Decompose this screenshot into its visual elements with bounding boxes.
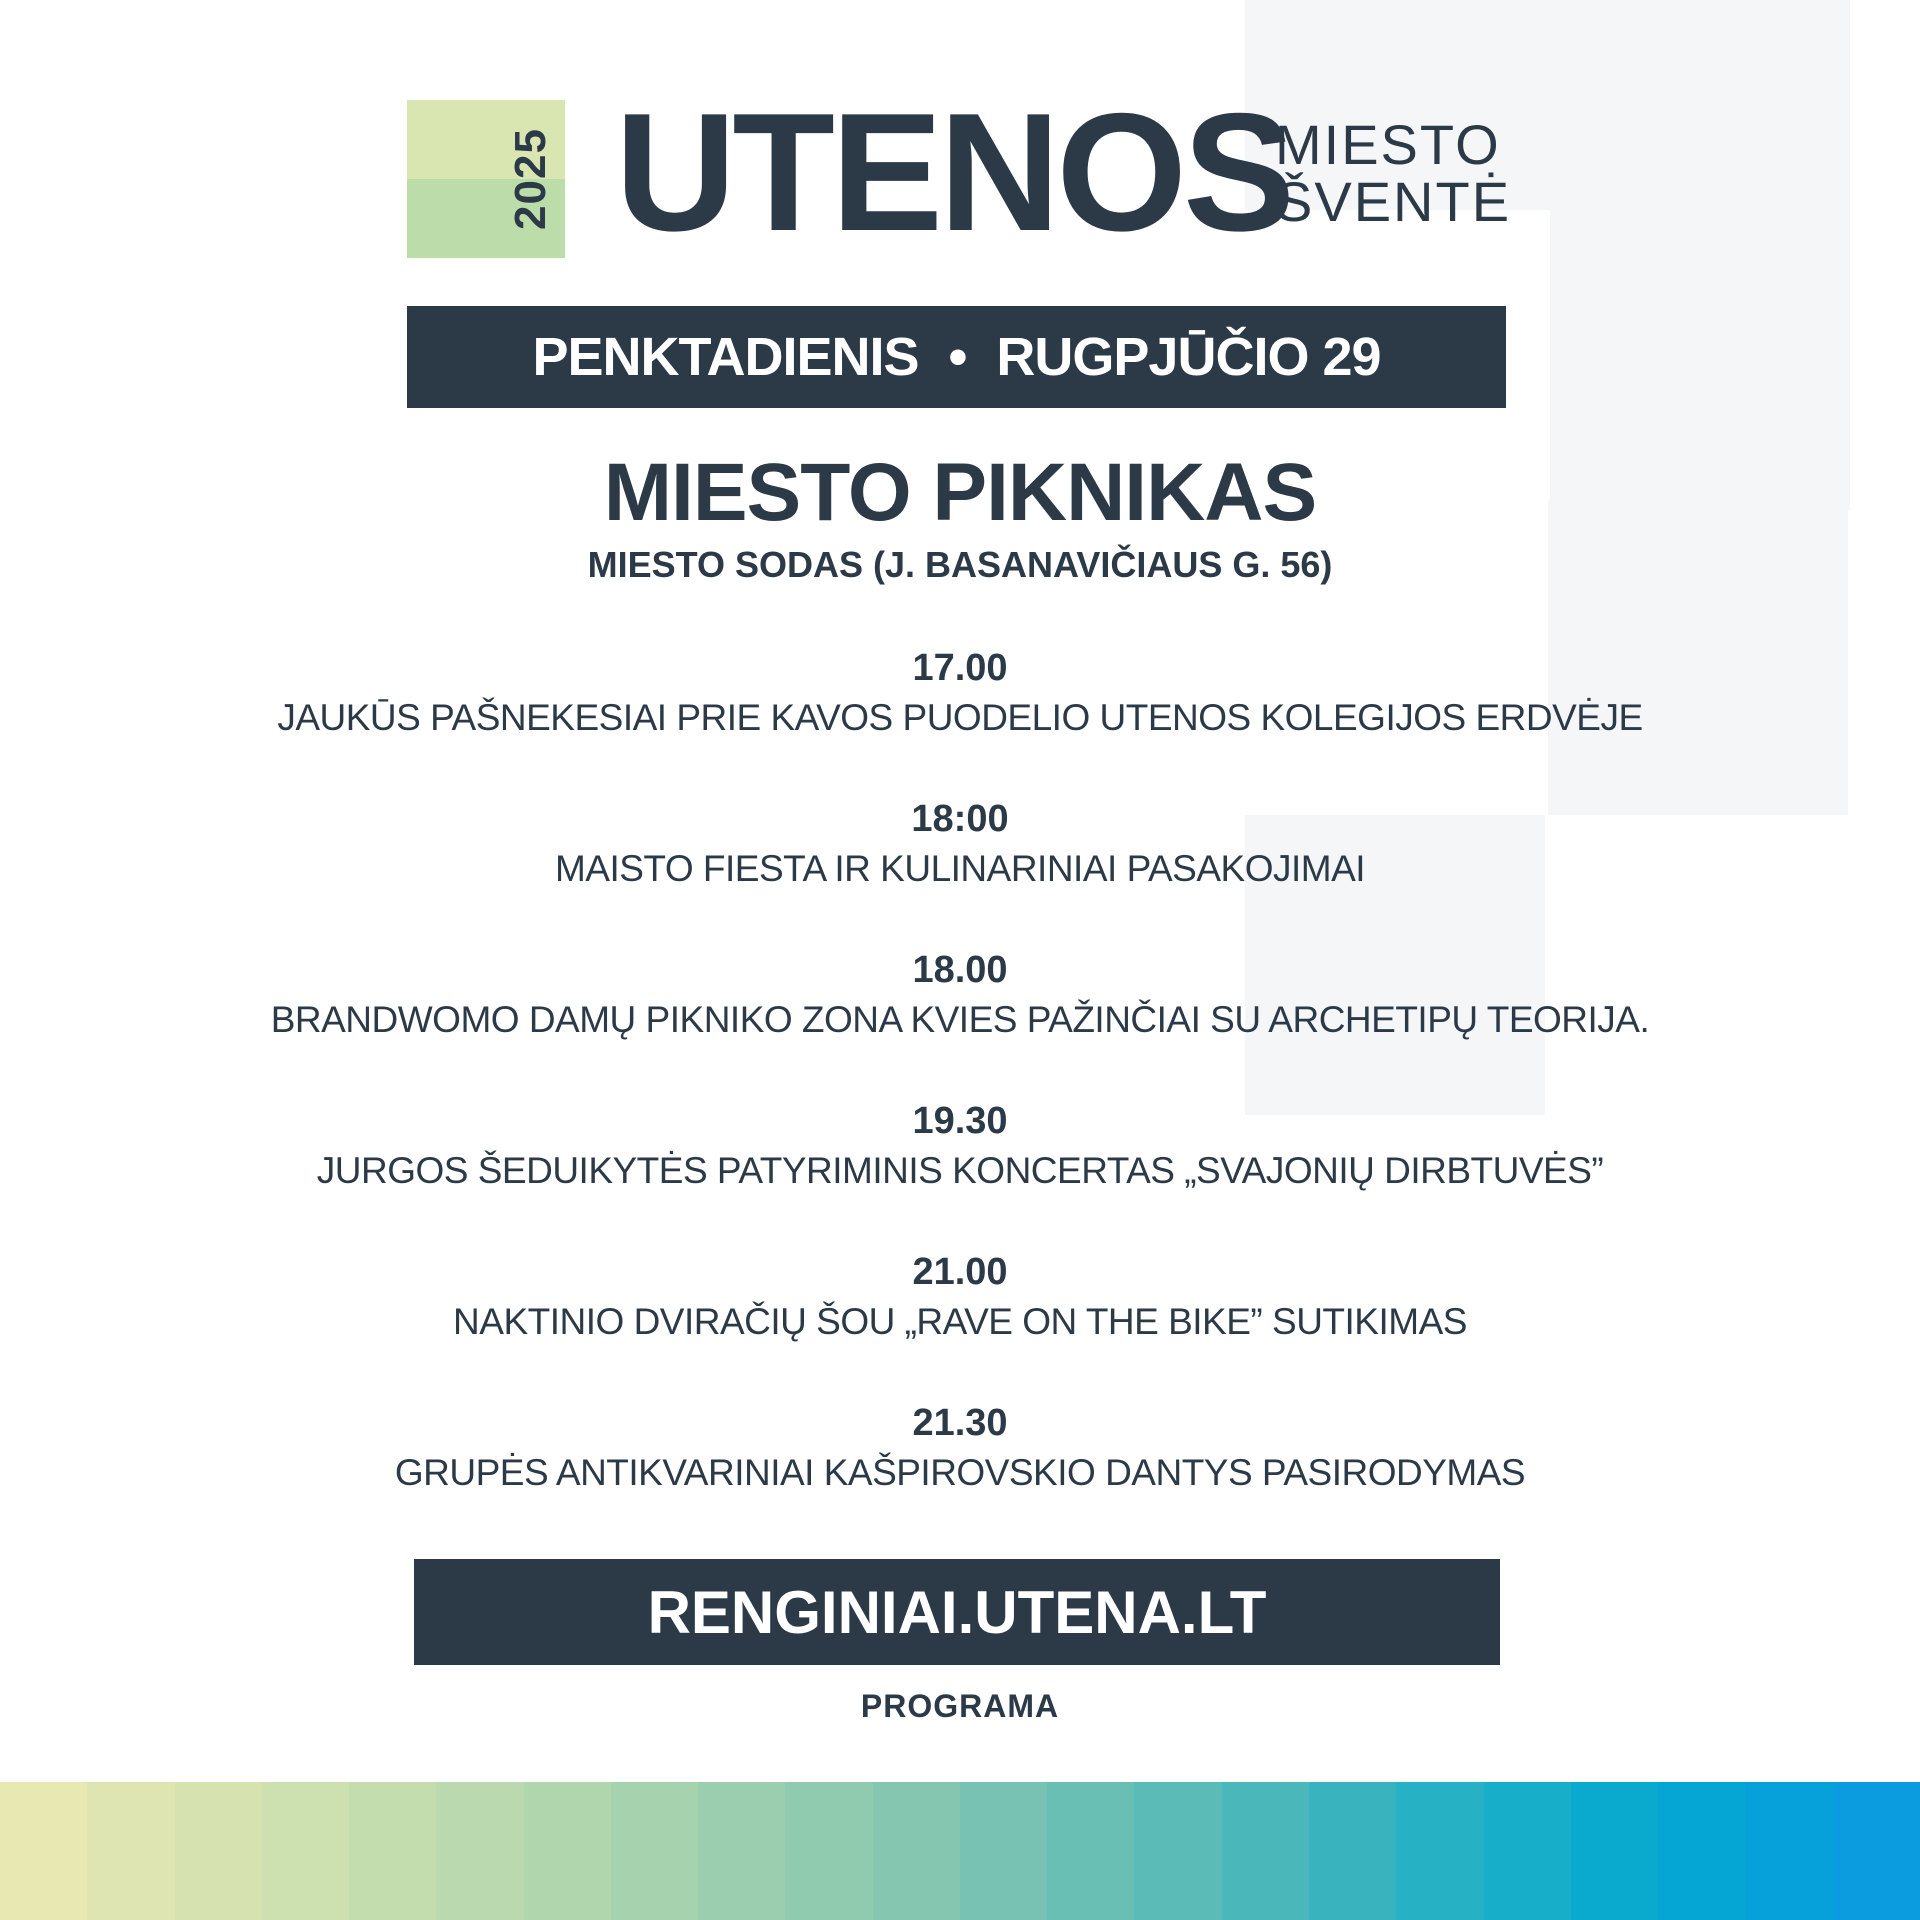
gradient-strip-cell — [349, 1782, 436, 1920]
gradient-strip-cell — [1134, 1782, 1221, 1920]
gradient-strip-cell — [1745, 1782, 1832, 1920]
gradient-strip-cell — [1396, 1782, 1483, 1920]
gradient-strip-cell — [1571, 1782, 1658, 1920]
gradient-strip-cell — [1309, 1782, 1396, 1920]
logo-subtitle-line1: MIESTO — [1275, 113, 1501, 176]
logo-subtitle — [1275, 113, 1512, 234]
gradient-strip-cell — [0, 1782, 87, 1920]
schedule-time: 18:00 — [911, 798, 1009, 840]
date-separator: • — [948, 327, 967, 387]
schedule-item — [0, 945, 1920, 1096]
event-title: MIESTO PIKNIKAS — [603, 447, 1317, 538]
schedule-description: JURGOS ŠEDUIKYTĖS PATYRIMINIS KONCERTAS „SVAJONIŲ DIRBTUVĖS” — [316, 1150, 1604, 1191]
gradient-strip-cell — [87, 1782, 174, 1920]
website-text: RENGINIAI.UTENA.LT — [647, 1578, 1267, 1646]
gradient-strip-cell — [698, 1782, 785, 1920]
gradient-strip-cell — [1222, 1782, 1309, 1920]
schedule-item — [0, 1096, 1920, 1247]
website-link[interactable] — [414, 1559, 1500, 1665]
gradient-strip-cell — [1833, 1782, 1920, 1920]
logo-year: 2025 — [506, 128, 555, 230]
event-location: MIESTO SODAS (J. BASANAVIČIAUS G. 56) — [587, 544, 1333, 585]
program-label: PROGRAMA — [860, 1688, 1060, 1724]
schedule-item — [0, 643, 1920, 794]
schedule-description: NAKTINIO DVIRAČIŲ ŠOU „RAVE ON THE BIKE” SUTIKIMAS — [453, 1301, 1467, 1342]
schedule-description: MAISTO FIESTA IR KULINARINIAI PASAKOJIMAI — [554, 848, 1366, 889]
schedule-item — [0, 794, 1920, 945]
schedule-time: 21.00 — [912, 1251, 1008, 1293]
gradient-strip-cell — [611, 1782, 698, 1920]
logo-title: UTENOS — [615, 78, 1292, 266]
schedule-description: GRUPĖS ANTIKVARINIAI KAŠPIROVSKIO DANTYS PASIRODYMAS — [394, 1452, 1526, 1493]
gradient-strip-cell — [960, 1782, 1047, 1920]
schedule-time: 21.30 — [912, 1402, 1008, 1444]
gradient-strip-cell — [873, 1782, 960, 1920]
gradient-strip-cell — [1047, 1782, 1134, 1920]
schedule-time: 17.00 — [912, 647, 1008, 689]
gradient-strip-cell — [1484, 1782, 1571, 1920]
gradient-strip-cell — [1658, 1782, 1745, 1920]
schedule-list — [0, 643, 1920, 1549]
schedule-time: 19.30 — [912, 1100, 1008, 1142]
gradient-strip — [0, 1782, 1920, 1920]
logo-subtitle-line2: ŠVENTĖ — [1275, 170, 1512, 234]
gradient-strip-cell — [262, 1782, 349, 1920]
date-banner — [407, 306, 1506, 408]
gradient-strip-cell — [175, 1782, 262, 1920]
date-day: PENKTADIENIS — [532, 327, 919, 387]
schedule-item — [0, 1247, 1920, 1398]
schedule-item — [0, 1398, 1920, 1549]
schedule-description: JAUKŪS PAŠNEKESIAI PRIE KAVOS PUODELIO UTENOS KOLEGIJOS ERDVĖJE — [277, 697, 1643, 738]
gradient-strip-cell — [785, 1782, 872, 1920]
gradient-strip-cell — [524, 1782, 611, 1920]
schedule-description: BRANDWOMO DAMŲ PIKNIKO ZONA KVIES PAŽINČIAI SU ARCHETIPŲ TEORIJA. — [270, 999, 1650, 1040]
date-value: RUGPJŪČIO 29 — [996, 327, 1381, 387]
schedule-time: 18.00 — [912, 949, 1008, 991]
gradient-strip-cell — [436, 1782, 523, 1920]
